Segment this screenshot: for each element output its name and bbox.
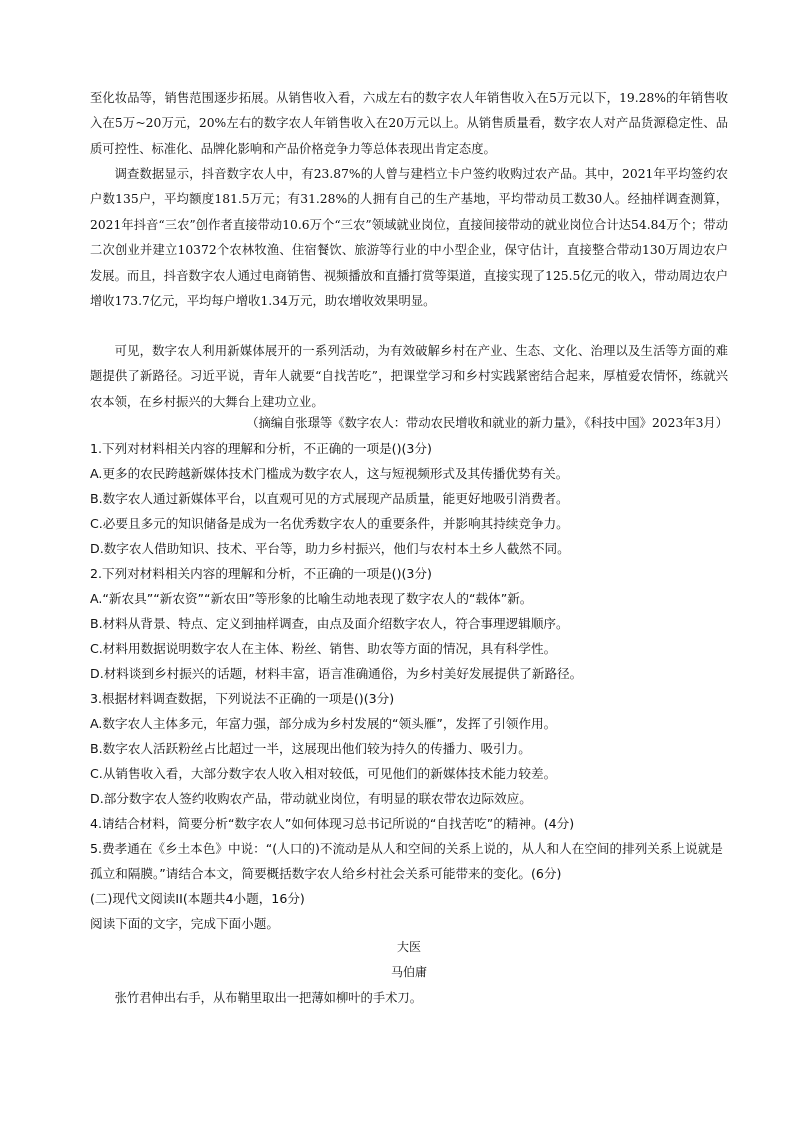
passage-paragraph-1: 至化妆品等，销售范围逐步拓展。从销售收入看，六成左右的数字农人年销售收入在5万元以下，19.28%的年销售收入在5万~20万元，20%左右的数字农人年销售收入在20万元以上。从销售质量看，数字农人对产品货源稳定性、品质可控性、标准化、品牌化影响和产品价格竞争力等总体表现出肯定态度。 bbox=[90, 91, 728, 156]
question-1-stem: 1.下列对材料相关内容的理解和分析，不正确的一项是()(3分) bbox=[90, 441, 432, 456]
question-1-option-b: B.数字农人通过新媒体平台，以直观可见的方式展现产品质量，能更好地吸引消费者。 bbox=[90, 491, 569, 506]
question-5: 5.费孝通在《乡土本色》中说：“(人口的)不流动是从人和空间的关系上说的，从人和人在空间的排列关系上说就是孤立和隔膜。”请结合本文，简要概括数字农人给乡村社会关系可能带来的变化。(6分) bbox=[90, 841, 723, 881]
question-2-option-d: D.材料谈到乡村振兴的话题，材料丰富，语言准确通俗，为乡村美好发展提供了新路径。 bbox=[90, 666, 583, 681]
question-3-option-a: A.数字农人主体多元，年富力强，部分成为乡村发展的“领头雁”，发挥了引领作用。 bbox=[90, 716, 557, 731]
question-3-option-d: D.部分数字农人签约收购农产品，带动就业岗位，有明显的联农带农边际效应。 bbox=[90, 791, 532, 806]
question-1-option-d: D.数字农人借助知识、技术、平台等，助力乡村振兴，他们与农村本土乡人截然不同。 bbox=[90, 541, 570, 556]
story-first-line: 张竹君伸出右手，从布鞘里取出一把薄如柳叶的手术刀。 bbox=[114, 991, 423, 1005]
question-4: 4.请结合材料，简要分析“数字农人”如何体现习总书记所说的“自找苦吃”的精神。(4分) bbox=[90, 816, 575, 831]
question-1-option-a: A.更多的农民跨越新媒体技术门槛成为数字农人，这与短视频形式及其传播优势有关。 bbox=[90, 466, 569, 481]
source-citation: （摘编自张璟等《数字农人：带动农民增收和就业的新力量》，《科技中国》2023年3月） bbox=[246, 416, 728, 430]
story-title: 大医 bbox=[396, 940, 421, 954]
question-1-option-c: C.必要且多元的知识储备是成为一名优秀数字农人的重要条件，并影响其持续竞争力。 bbox=[90, 516, 569, 531]
question-2-option-c: C.材料用数据说明数字农人在主体、粉丝、销售、助农等方面的情况，具有科学性。 bbox=[90, 641, 557, 656]
passage-paragraph-3: 可见，数字农人利用新媒体展开的一系列活动，为有效破解乡村在产业、生态、文化、治理以及生活等方面的难题提供了新路径。习近平说，青年人就要“自找苦吃”，把课堂学习和乡村实践紧密结合起来，厚植爱农情怀，练就兴农本领，在乡村振兴的大舞台上建功立业。 bbox=[90, 344, 728, 409]
section-heading: (二)现代文阅读II(本题共4小题，16分) bbox=[90, 891, 305, 906]
question-3-stem: 3.根据材料调查数据，下列说法不正确的一项是()(3分) bbox=[90, 691, 395, 706]
story-author: 马伯庸 bbox=[390, 965, 427, 979]
question-3-option-c: C.从销售收入看，大部分数字农人收入相对较低，可见他们的新媒体技术能力较差。 bbox=[90, 766, 557, 781]
question-2-stem: 2.下列对材料相关内容的理解和分析，不正确的一项是()(3分) bbox=[90, 566, 432, 581]
question-3-option-b: B.数字农人活跃粉丝占比超过一半，这展现出他们较为持久的传播力、吸引力。 bbox=[90, 741, 531, 756]
question-2-option-a: A.“新农具”“新农资”“新农田”等形象的比喻生动地表现了数字农人的“载体”新。 bbox=[90, 591, 533, 606]
section-instruction: 阅读下面的文字，完成下面小题。 bbox=[90, 916, 279, 931]
passage-paragraph-2: 调查数据显示，抖音数字农人中，有23.87%的人曾与建档立卡户签约收购过农产品。其中，2021年平均签约农户数135户，平均额度181.5万元；有31.28%的人拥有自己的生产基地，平均带动员工数30人。经抽样调查测算，2021年抖音“三农”创作者直接带动10.6万个“三农”领域就业岗位，直接间接带动的就业岗位合计达54.84万个；带动二次创业并建立10372个农林牧渔、住宿餐饮、旅游等行业的中小型企业，保守估计，直接整合带动130万周边农户发展。而且，抖音数字农人通过电商销售、视频播放和直播打赏等渠道，直接实现了125.5亿元的收入，带动周边农户增收173.7亿元，平均每户增收1.34万元，助农增收效果明显。 bbox=[90, 167, 728, 309]
question-2-option-b: B.材料从背景、特点、定义到抽样调查，由点及面介绍数字农人，符合事理逻辑顺序。 bbox=[90, 616, 569, 631]
